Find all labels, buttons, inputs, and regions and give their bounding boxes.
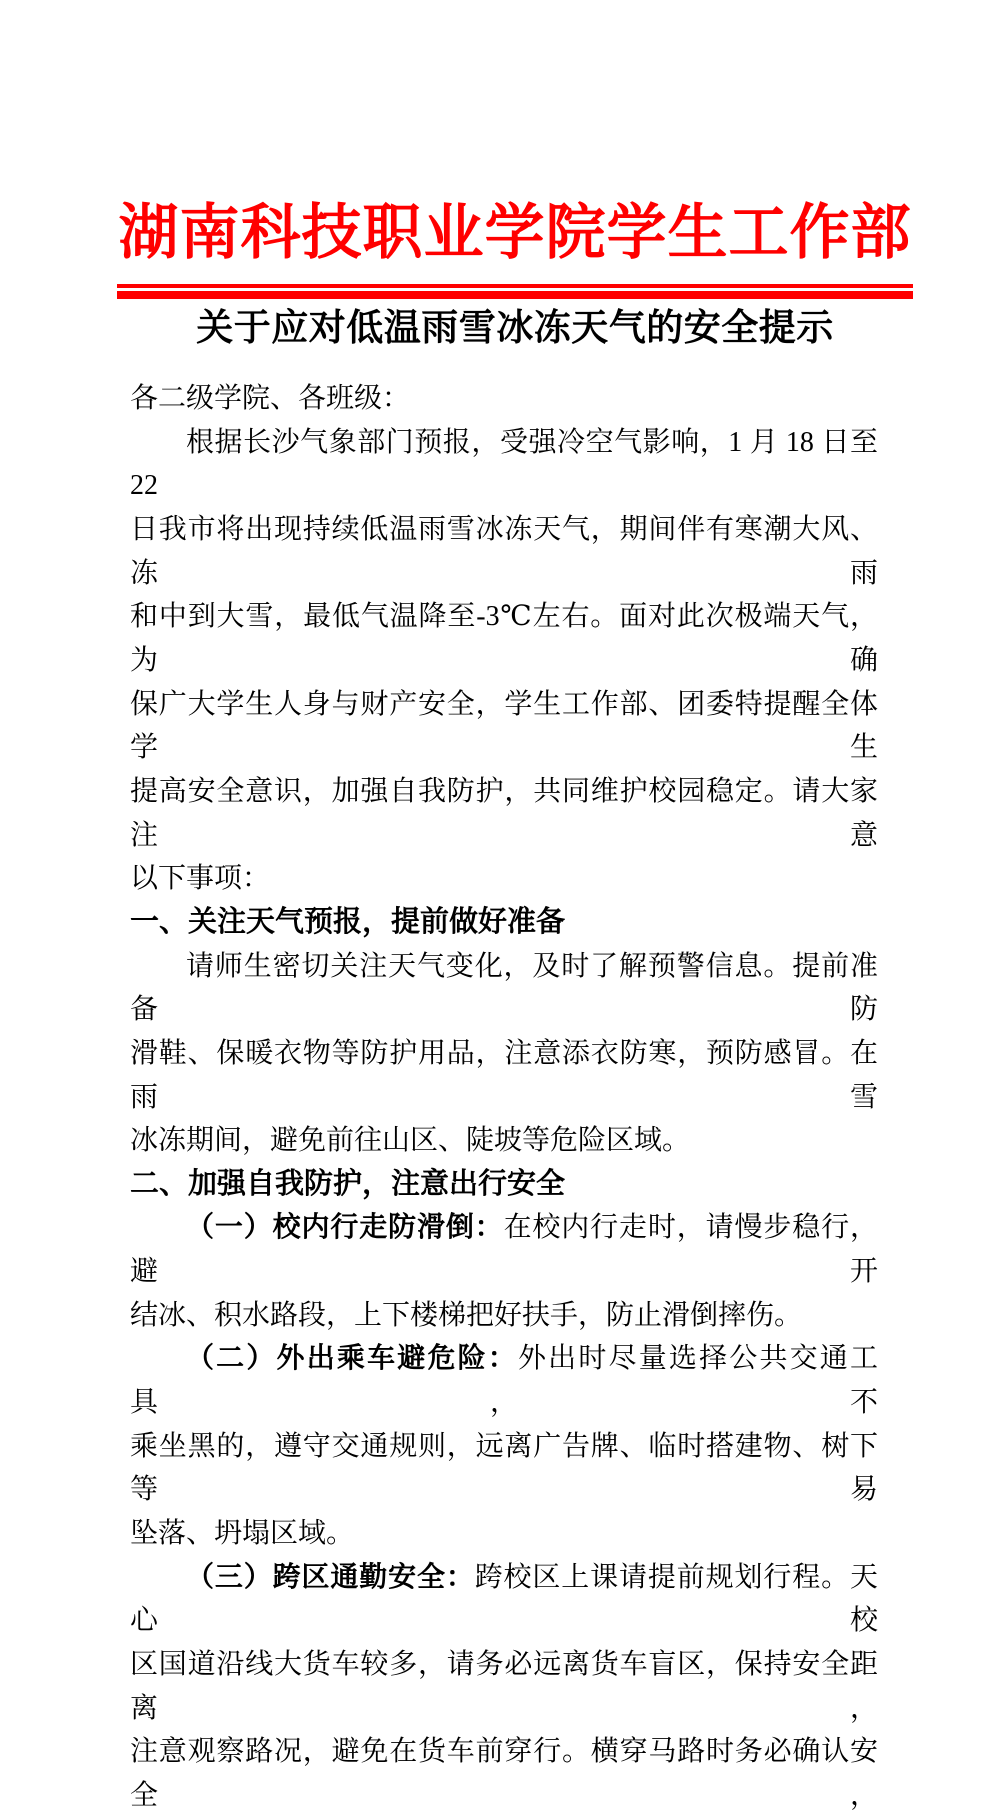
body-line [130, 1032, 878, 1119]
body-line [130, 1337, 878, 1424]
text-segment: 乘坐黑的，遵守交通规则，远离广告牌、临时搭建物、树下等易 [130, 1430, 878, 1506]
body-line [130, 1556, 878, 1643]
body-line [130, 421, 878, 508]
text-segment: 一、关注天气预报，提前做好准备 [130, 905, 566, 938]
body-line [130, 1643, 878, 1730]
body-line [130, 508, 878, 595]
red-divider-thick [117, 291, 913, 299]
section-heading [130, 1163, 878, 1207]
body-line [130, 595, 878, 682]
text-segment: 跨校区上课请提前规划行程。天心校 [130, 1561, 878, 1637]
section-heading [130, 901, 878, 945]
body-line [130, 683, 878, 770]
document-title: 关于应对低温雨雪冰冻天气的安全提示 [196, 308, 834, 349]
body-line [130, 857, 878, 901]
text-segment: 注意观察路况，避免在货车前穿行。横穿马路时务必确认安全， [130, 1736, 878, 1811]
text-segment: 区国道沿线大货车较多，请务必远离货车盲区，保持安全距离， [130, 1649, 878, 1724]
body-line [130, 945, 878, 1032]
text-segment: 根据长沙气象部门预报，受强冷空气影响，1 月 18 日至 22 [130, 426, 878, 502]
text-segment: 保广大学生人身与财产安全，学生工作部、团委特提醒全体学生 [130, 688, 878, 764]
bold-lead-in: （三）跨区通勤安全： [186, 1561, 475, 1593]
letterhead-title: 湖南科技职业学院学生工作部 [118, 200, 912, 266]
text-segment: 结冰、积水路段，上下楼梯把好扶手，防止滑倒摔伤。 [130, 1299, 803, 1331]
text-segment: 外出时尽量选择公共交通工具，不 [130, 1343, 878, 1419]
text-segment: 坠落、坍塌区域。 [130, 1518, 355, 1550]
text-segment: 各二级学院、各班级： [130, 383, 411, 414]
text-segment: 二、加强自我防护，注意出行安全 [130, 1167, 566, 1200]
text-segment: 日我市将出现持续低温雨雪冰冻天气，期间伴有寒潮大风、冻雨 [130, 513, 878, 589]
text-segment: 在校内行走时，请慢步稳行，避开 [130, 1212, 878, 1288]
red-divider-thin [117, 284, 913, 288]
text-segment: 请师生密切关注天气变化，及时了解预警信息。提前准备防 [130, 950, 878, 1026]
body-line [130, 1119, 878, 1163]
bold-lead-in: （一）校内行走防滑倒： [186, 1212, 504, 1244]
text-segment: 和中到大雪，最低气温降至-3℃左右。面对此次极端天气，为确 [130, 601, 878, 676]
body-line [130, 377, 878, 421]
body-line [130, 1425, 878, 1512]
body-line [130, 1512, 878, 1556]
body-line [130, 1730, 878, 1817]
bold-lead-in: （二）外出乘车避危险： [186, 1343, 518, 1375]
document-body [130, 377, 878, 1818]
text-segment: 滑鞋、保暖衣物等防护用品，注意添衣防寒，预防感冒。在雨雪 [130, 1037, 878, 1113]
text-segment: 冰冻期间，避免前往山区、陡坡等危险区域。 [130, 1125, 691, 1157]
text-segment: 提高安全意识，加强自我防护，共同维护校园稳定。请大家注意 [130, 775, 878, 851]
text-segment: 以下事项： [130, 863, 271, 895]
body-line [130, 1206, 878, 1293]
body-line [130, 1294, 878, 1338]
body-line [130, 770, 878, 857]
